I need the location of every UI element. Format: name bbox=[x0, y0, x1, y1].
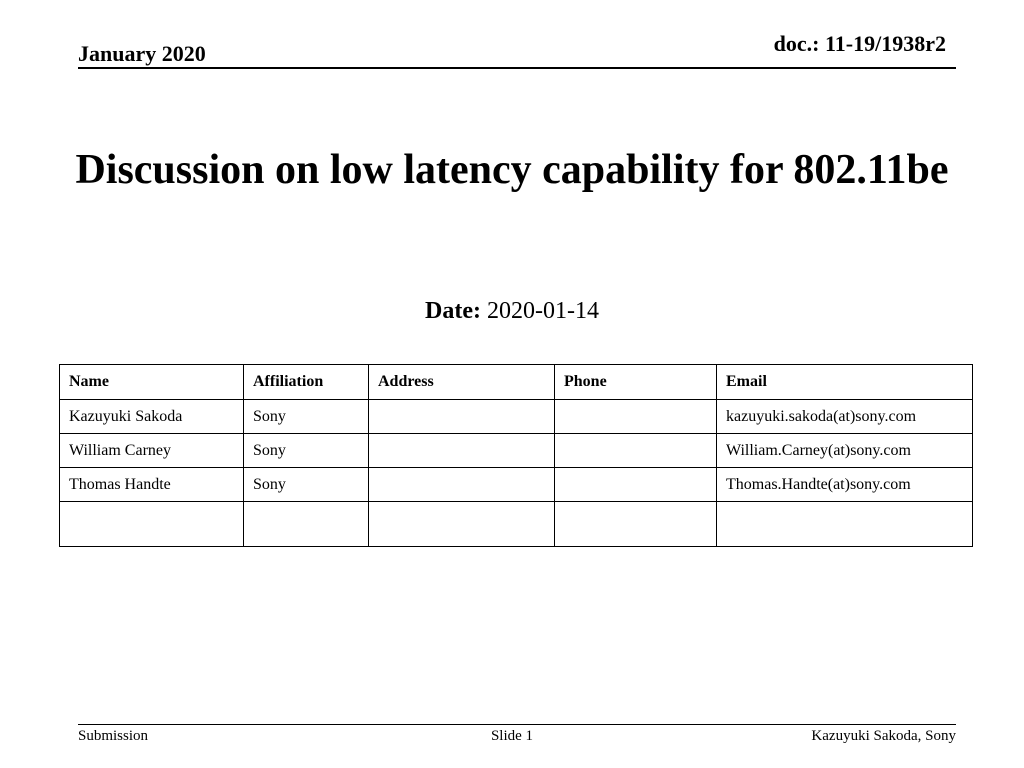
column-header-affiliation: Affiliation bbox=[244, 365, 369, 400]
column-header-phone: Phone bbox=[555, 365, 717, 400]
cell-phone bbox=[555, 468, 717, 502]
table-row bbox=[60, 434, 973, 468]
cell-address bbox=[369, 502, 555, 547]
authors-table bbox=[59, 364, 973, 547]
cell-affiliation bbox=[244, 502, 369, 547]
cell-email: Thomas.Handte(at)sony.com bbox=[717, 468, 973, 502]
table-row bbox=[60, 502, 973, 547]
slide-number: Slide 1 bbox=[490, 728, 534, 744]
date-label: Date: bbox=[425, 298, 481, 324]
date-line bbox=[0, 295, 1024, 327]
cell-affiliation: Sony bbox=[244, 468, 369, 502]
cell-name: Thomas Handte bbox=[60, 468, 244, 502]
cell-address bbox=[369, 434, 555, 468]
footer-submission: Submission bbox=[78, 728, 149, 744]
cell-affiliation: Sony bbox=[244, 434, 369, 468]
cell-email: kazuyuki.sakoda(at)sony.com bbox=[717, 400, 973, 434]
cell-name: William Carney bbox=[60, 434, 244, 468]
footer-author: Kazuyuki Sakoda, Sony bbox=[811, 728, 956, 744]
cell-address bbox=[369, 400, 555, 434]
header-date: January 2020 bbox=[78, 41, 206, 66]
cell-email: William.Carney(at)sony.com bbox=[717, 434, 973, 468]
table-header-row bbox=[60, 365, 973, 400]
date-value: 2020-01-14 bbox=[480, 298, 599, 324]
table-row bbox=[60, 468, 973, 502]
document-id: doc.: 11-19/1938r2 bbox=[773, 31, 946, 56]
column-header-address: Address bbox=[369, 365, 555, 400]
header-divider bbox=[78, 67, 956, 69]
cell-phone bbox=[555, 502, 717, 547]
table-row bbox=[60, 400, 973, 434]
cell-affiliation: Sony bbox=[244, 400, 369, 434]
cell-phone bbox=[555, 400, 717, 434]
cell-name: Kazuyuki Sakoda bbox=[60, 400, 244, 434]
column-header-name: Name bbox=[60, 365, 244, 400]
cell-email bbox=[717, 502, 973, 547]
column-header-email: Email bbox=[717, 365, 973, 400]
cell-name bbox=[60, 502, 244, 547]
slide-title: Discussion on low latency capability for 802.11be bbox=[75, 147, 949, 193]
cell-address bbox=[369, 468, 555, 502]
cell-phone bbox=[555, 434, 717, 468]
footer-divider bbox=[78, 724, 956, 725]
